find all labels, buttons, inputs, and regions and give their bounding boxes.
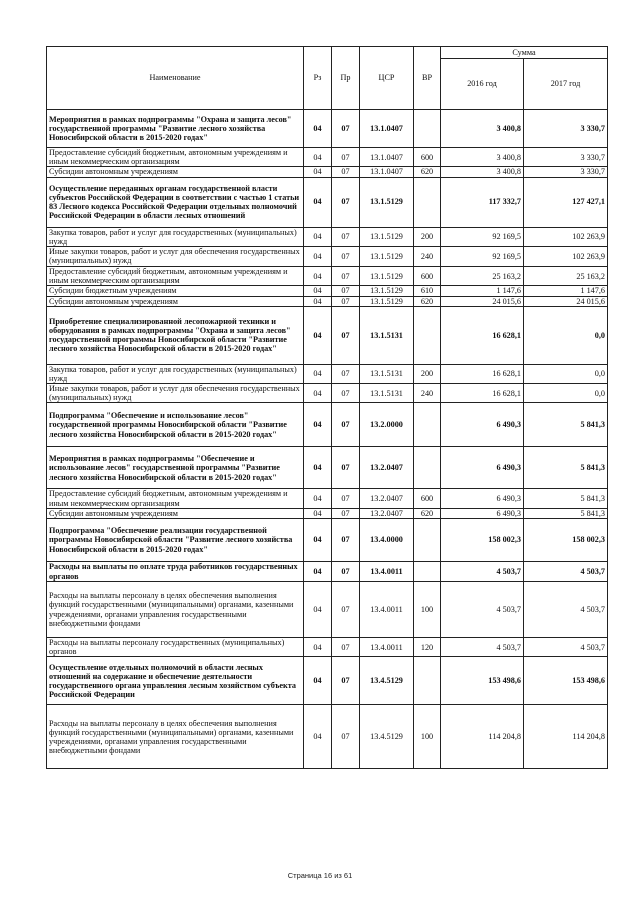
cell-rz: 04 xyxy=(304,638,332,657)
cell-name: Предоставление субсидий бюджетным, автономным учреждениям и иным некоммерческим организациям xyxy=(47,148,304,167)
cell-name: Подпрограмма "Обеспечение реализации государственной программы Новосибирской области "Развитие лесного хозяйства Новосибирской области в 2015-2020 годах" xyxy=(47,519,304,562)
cell-pr: 07 xyxy=(332,364,360,383)
cell-name: Закупка товаров, работ и услуг для государственных (муниципальных) нужд xyxy=(47,227,304,246)
table-row xyxy=(47,167,608,177)
cell-rz: 04 xyxy=(304,582,332,638)
table-row xyxy=(47,148,608,167)
cell-sum-2016: 3 400,8 xyxy=(441,148,524,167)
cell-sum-2017: 153 498,6 xyxy=(524,657,608,705)
table-row xyxy=(47,364,608,383)
cell-sum-2017: 4 503,7 xyxy=(524,638,608,657)
cell-vr xyxy=(414,306,441,364)
header-vr: ВР xyxy=(414,47,441,110)
cell-rz: 04 xyxy=(304,562,332,582)
budget-table-page xyxy=(46,46,607,769)
cell-sum-2017: 127 427,1 xyxy=(524,177,608,227)
cell-sum-2016: 158 002,3 xyxy=(441,519,524,562)
cell-rz: 04 xyxy=(304,519,332,562)
table-row xyxy=(47,246,608,266)
cell-name: Закупка товаров, работ и услуг для государственных (муниципальных) нужд xyxy=(47,364,304,383)
table-row xyxy=(47,657,608,705)
cell-sum-2017: 3 330,7 xyxy=(524,110,608,148)
cell-rz: 04 xyxy=(304,167,332,177)
cell-rz: 04 xyxy=(304,110,332,148)
budget-table xyxy=(46,46,608,769)
cell-pr: 07 xyxy=(332,296,360,306)
cell-csr: 13.1.5129 xyxy=(360,266,414,285)
cell-name: Предоставление субсидий бюджетным, автономным учреждениям и иным некоммерческим организациям xyxy=(47,489,304,508)
cell-vr xyxy=(414,657,441,705)
cell-rz: 04 xyxy=(304,657,332,705)
cell-name: Осуществление отдельных полномочий в области лесных отношений на содержание и обеспечение деятельности государственного органа управления лесным хозяйством субъекта Российской Федерации xyxy=(47,657,304,705)
cell-csr: 13.2.0000 xyxy=(360,403,414,447)
cell-rz: 04 xyxy=(304,177,332,227)
table-row xyxy=(47,286,608,296)
cell-sum-2016: 6 490,3 xyxy=(441,447,524,489)
cell-pr: 07 xyxy=(332,177,360,227)
cell-name: Субсидии бюджетным учреждениям xyxy=(47,286,304,296)
cell-sum-2016: 1 147,6 xyxy=(441,286,524,296)
cell-name: Расходы на выплаты персоналу в целях обеспечения выполнения функций государственными (муниципальными) органами, казенными учреждениями, органами управления государственными внебюджетными фондами xyxy=(47,582,304,638)
cell-csr: 13.1.0407 xyxy=(360,110,414,148)
cell-sum-2016: 16 628,1 xyxy=(441,364,524,383)
cell-csr: 13.1.5129 xyxy=(360,246,414,266)
cell-name: Расходы на выплаты по оплате труда работников государственных органов xyxy=(47,562,304,582)
cell-rz: 04 xyxy=(304,384,332,403)
cell-sum-2016: 4 503,7 xyxy=(441,562,524,582)
cell-rz: 04 xyxy=(304,227,332,246)
cell-pr: 07 xyxy=(332,582,360,638)
cell-vr: 240 xyxy=(414,246,441,266)
cell-csr: 13.4.5129 xyxy=(360,657,414,705)
header-sum: Сумма xyxy=(441,47,608,59)
cell-rz: 04 xyxy=(304,705,332,769)
cell-vr xyxy=(414,110,441,148)
cell-sum-2017: 25 163,2 xyxy=(524,266,608,285)
cell-vr xyxy=(414,403,441,447)
cell-sum-2017: 102 263,9 xyxy=(524,227,608,246)
cell-csr: 13.1.5131 xyxy=(360,384,414,403)
cell-pr: 07 xyxy=(332,508,360,518)
cell-sum-2017: 5 841,3 xyxy=(524,447,608,489)
cell-sum-2016: 16 628,1 xyxy=(441,306,524,364)
cell-rz: 04 xyxy=(304,364,332,383)
table-row xyxy=(47,306,608,364)
cell-pr: 07 xyxy=(332,148,360,167)
cell-sum-2016: 92 169,5 xyxy=(441,227,524,246)
cell-sum-2016: 92 169,5 xyxy=(441,246,524,266)
cell-csr: 13.1.5131 xyxy=(360,364,414,383)
cell-sum-2017: 158 002,3 xyxy=(524,519,608,562)
header-2017: 2017 год xyxy=(524,59,608,110)
cell-sum-2017: 114 204,8 xyxy=(524,705,608,769)
header-name: Наименование xyxy=(47,47,304,110)
cell-name: Осуществление переданных органам государственной власти субъектов Российской Федерации в соответствии с частью 1 статьи 83 Лесного кодекса Российской Федерации отдельных полномочий Российской Федерации в области лесных отношений xyxy=(47,177,304,227)
cell-name: Расходы на выплаты персоналу в целях обеспечения выполнения функций государственными (муниципальными) органами, казенными учреждениями, органами управления государственными внебюджетными фондами xyxy=(47,705,304,769)
cell-sum-2017: 102 263,9 xyxy=(524,246,608,266)
cell-name: Субсидии автономным учреждениям xyxy=(47,167,304,177)
header-2016: 2016 год xyxy=(441,59,524,110)
cell-rz: 04 xyxy=(304,403,332,447)
cell-vr: 600 xyxy=(414,489,441,508)
cell-csr: 13.1.0407 xyxy=(360,167,414,177)
cell-csr: 13.2.0407 xyxy=(360,447,414,489)
table-row xyxy=(47,384,608,403)
table-row xyxy=(47,705,608,769)
cell-csr: 13.4.0011 xyxy=(360,562,414,582)
cell-sum-2016: 16 628,1 xyxy=(441,384,524,403)
cell-vr: 200 xyxy=(414,364,441,383)
table-row xyxy=(47,110,608,148)
cell-vr: 620 xyxy=(414,296,441,306)
cell-sum-2017: 24 015,6 xyxy=(524,296,608,306)
cell-vr xyxy=(414,519,441,562)
cell-pr: 07 xyxy=(332,705,360,769)
cell-name: Приобретение специализированной лесопожарной техники и оборудования в рамках подпрограммы "Охрана и защита лесов" государственной программы Новосибирской области "Развитие лесного хозяйства Новосибирской области в 2015-2020 годах" xyxy=(47,306,304,364)
cell-pr: 07 xyxy=(332,227,360,246)
table-row xyxy=(47,266,608,285)
cell-rz: 04 xyxy=(304,489,332,508)
cell-sum-2017: 0,0 xyxy=(524,306,608,364)
cell-vr: 610 xyxy=(414,286,441,296)
cell-name: Расходы на выплаты персоналу государственных (муниципальных) органов xyxy=(47,638,304,657)
cell-csr: 13.4.0011 xyxy=(360,582,414,638)
cell-vr xyxy=(414,177,441,227)
cell-pr: 07 xyxy=(332,110,360,148)
cell-csr: 13.1.5129 xyxy=(360,286,414,296)
cell-vr: 120 xyxy=(414,638,441,657)
cell-vr: 600 xyxy=(414,266,441,285)
header-pr: Пр xyxy=(332,47,360,110)
cell-csr: 13.4.0000 xyxy=(360,519,414,562)
cell-sum-2016: 114 204,8 xyxy=(441,705,524,769)
cell-vr: 240 xyxy=(414,384,441,403)
cell-pr: 07 xyxy=(332,403,360,447)
table-row xyxy=(47,227,608,246)
cell-sum-2016: 4 503,7 xyxy=(441,638,524,657)
cell-pr: 07 xyxy=(332,266,360,285)
table-row xyxy=(47,508,608,518)
table-row xyxy=(47,447,608,489)
cell-sum-2016: 4 503,7 xyxy=(441,582,524,638)
cell-pr: 07 xyxy=(332,384,360,403)
cell-csr: 13.1.5129 xyxy=(360,296,414,306)
cell-sum-2016: 6 490,3 xyxy=(441,403,524,447)
cell-csr: 13.1.5131 xyxy=(360,306,414,364)
cell-name: Субсидии автономным учреждениям xyxy=(47,296,304,306)
cell-vr xyxy=(414,447,441,489)
cell-name: Подпрограмма "Обеспечение и использование лесов" государственной программы Новосибирской области "Развитие лесного хозяйства Новосибирской области в 2015-2020 годах" xyxy=(47,403,304,447)
cell-sum-2017: 5 841,3 xyxy=(524,489,608,508)
cell-sum-2016: 3 400,8 xyxy=(441,110,524,148)
table-row xyxy=(47,638,608,657)
cell-sum-2017: 4 503,7 xyxy=(524,582,608,638)
cell-csr: 13.1.5129 xyxy=(360,227,414,246)
cell-name: Субсидии автономным учреждениям xyxy=(47,508,304,518)
cell-sum-2017: 3 330,7 xyxy=(524,167,608,177)
cell-pr: 07 xyxy=(332,167,360,177)
cell-sum-2016: 153 498,6 xyxy=(441,657,524,705)
cell-sum-2017: 5 841,3 xyxy=(524,508,608,518)
table-body xyxy=(47,110,608,769)
cell-sum-2016: 25 163,2 xyxy=(441,266,524,285)
cell-rz: 04 xyxy=(304,148,332,167)
cell-sum-2017: 0,0 xyxy=(524,384,608,403)
cell-sum-2016: 6 490,3 xyxy=(441,508,524,518)
cell-csr: 13.1.5129 xyxy=(360,177,414,227)
cell-pr: 07 xyxy=(332,286,360,296)
cell-name: Иные закупки товаров, работ и услуг для обеспечения государственных (муниципальных) нужд xyxy=(47,246,304,266)
header-rz: Рз xyxy=(304,47,332,110)
cell-vr: 620 xyxy=(414,167,441,177)
cell-rz: 04 xyxy=(304,306,332,364)
cell-sum-2016: 6 490,3 xyxy=(441,489,524,508)
cell-rz: 04 xyxy=(304,447,332,489)
cell-csr: 13.4.5129 xyxy=(360,705,414,769)
table-row xyxy=(47,403,608,447)
cell-csr: 13.4.0011 xyxy=(360,638,414,657)
cell-csr: 13.2.0407 xyxy=(360,489,414,508)
cell-sum-2017: 5 841,3 xyxy=(524,403,608,447)
table-row xyxy=(47,177,608,227)
page-footer: Страница 16 из 61 xyxy=(287,871,353,880)
cell-sum-2017: 4 503,7 xyxy=(524,562,608,582)
cell-rz: 04 xyxy=(304,296,332,306)
cell-pr: 07 xyxy=(332,306,360,364)
table-row xyxy=(47,489,608,508)
table-row xyxy=(47,519,608,562)
table-row xyxy=(47,582,608,638)
cell-name: Иные закупки товаров, работ и услуг для обеспечения государственных (муниципальных) нужд xyxy=(47,384,304,403)
cell-sum-2016: 117 332,7 xyxy=(441,177,524,227)
cell-name: Мероприятия в рамках подпрограммы "Обеспечение и использование лесов" государственной программы "Развитие лесного хозяйства Новосибирской области в 2015-2020 годах" xyxy=(47,447,304,489)
cell-pr: 07 xyxy=(332,489,360,508)
cell-vr: 100 xyxy=(414,705,441,769)
header-csr: ЦСР xyxy=(360,47,414,110)
cell-vr: 100 xyxy=(414,582,441,638)
cell-vr: 620 xyxy=(414,508,441,518)
cell-rz: 04 xyxy=(304,286,332,296)
cell-pr: 07 xyxy=(332,447,360,489)
cell-pr: 07 xyxy=(332,562,360,582)
cell-sum-2017: 1 147,6 xyxy=(524,286,608,296)
table-row xyxy=(47,562,608,582)
cell-pr: 07 xyxy=(332,638,360,657)
cell-rz: 04 xyxy=(304,266,332,285)
cell-csr: 13.1.0407 xyxy=(360,148,414,167)
cell-sum-2016: 3 400,8 xyxy=(441,167,524,177)
cell-pr: 07 xyxy=(332,657,360,705)
cell-vr: 600 xyxy=(414,148,441,167)
cell-sum-2017: 0,0 xyxy=(524,364,608,383)
cell-pr: 07 xyxy=(332,246,360,266)
cell-name: Предоставление субсидий бюджетным, автономным учреждениям и иным некоммерческим организациям xyxy=(47,266,304,285)
cell-sum-2017: 3 330,7 xyxy=(524,148,608,167)
cell-pr: 07 xyxy=(332,519,360,562)
cell-sum-2016: 24 015,6 xyxy=(441,296,524,306)
table-row xyxy=(47,296,608,306)
cell-csr: 13.2.0407 xyxy=(360,508,414,518)
cell-vr: 200 xyxy=(414,227,441,246)
cell-name: Мероприятия в рамках подпрограммы "Охрана и защита лесов" государственной программы "Развитие лесного хозяйства Новосибирской области в 2015-2020 годах" xyxy=(47,110,304,148)
cell-vr xyxy=(414,562,441,582)
cell-rz: 04 xyxy=(304,508,332,518)
cell-rz: 04 xyxy=(304,246,332,266)
